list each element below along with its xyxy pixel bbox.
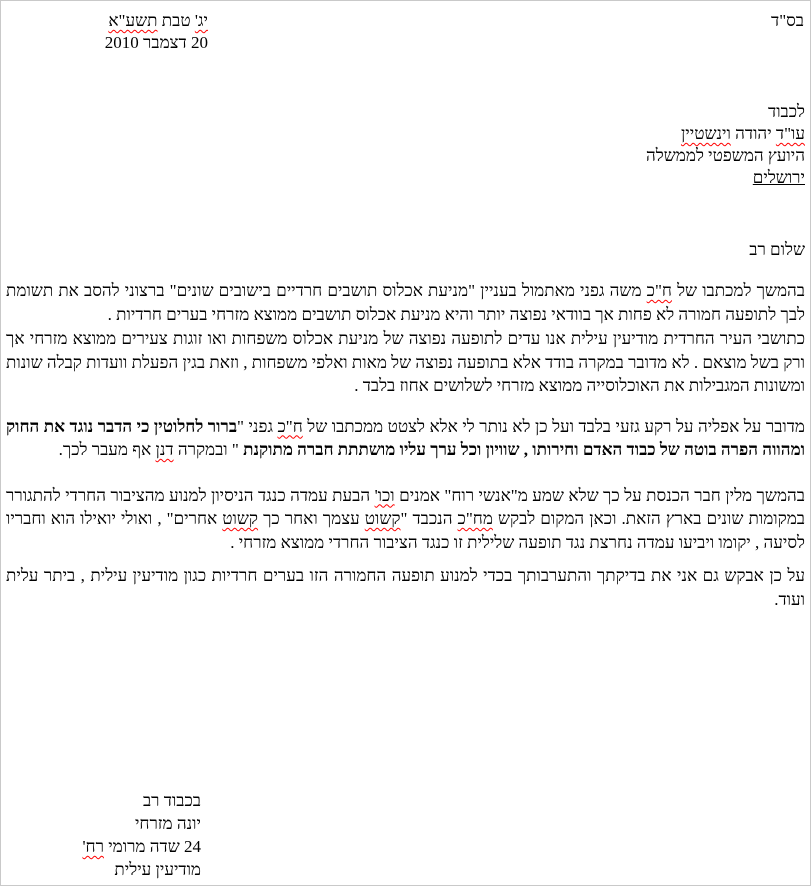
signature-street [6,835,201,858]
text-run: בהמשך מלין חבר הכנסת על כך שלא שמע מ"אנשי רוח" אמנים [394,485,805,505]
text-run-marked: רח' [82,837,104,856]
text-run: על כן אבקש גם אני את בדיקתך והתערבותך בכדי למנוע תופעה החמורה הזו בערים חרדיות כגון מודיעין עילית , ביתר עלית ועוד. [6,566,805,609]
text-run-marked: שדה [149,837,180,856]
text-run-marked: קשוט [222,509,259,528]
text-run: יהודה [730,124,776,143]
greeting-line: שלום רב [749,240,805,259]
body-paragraph-5 [6,564,805,611]
text-run: הנכבד " [400,509,458,528]
recipient-block [6,101,805,189]
text-run-marked: יג' [194,11,208,30]
text-run: טבת [157,11,195,30]
text-run: אחרים" , ואולי יואילו הוא וחבריו לסיעה , יקומו ויביעו עמדה נחרצת נגד תופעה שלילית זו כנגד הציבור החרדי ממוצא מזרחי . [6,509,805,552]
text-run: בהמשך למכתבו של [671,281,806,300]
signature-closing: בכבוד רב [142,791,201,810]
recipient-title: היועץ המשפטי לממשלה [646,146,805,165]
signature-city: מודיעין עילית [114,860,201,879]
text-run-marked: וכו' [374,485,395,505]
text-run-marked: מרומי [108,837,146,856]
bsd-notation: בס"ד [771,11,804,30]
text-run-marked: מח"כ [457,509,493,528]
text-run-marked: קשוט [364,509,401,528]
recipient-name [6,123,805,145]
signature-name: יונה מזרחי [134,814,201,833]
body-paragraph-2 [6,327,805,398]
text-run-marked: וינשטיין [680,124,731,143]
signature-block [6,789,201,881]
body-paragraph-3 [6,415,805,462]
text-run: כתושבי העיר החרדית מודיעין עילית אנו עדים לתופעה נפוצה של מניעת אכלוס משפחות ואו זוגות צעירים ממוצא מזרחי אך ורק בשל מוצאם . לא מדובר במקרה בודד אלא בתופעה נפוצה של מאות ואלפי משפחות , וזאת בגין הפעלת וועדות קבלה שונות ומשונות המגבילות את האוכלוסייה ממוצא מזרחי לשלושים אחוז בלבד . [6,329,805,395]
text-run: אף מעבר לכך. [58,440,156,459]
text-run-marked: ברור לחלוטין כי הדבר נוגד את החוק ומהווה הפרה בוטה של כבוד האדם וחירותו , שוויון וכל ערך עליו מושתתת חברה מתוקנת [6,416,805,459]
text-run: 24 [179,837,201,856]
body-paragraph-4 [6,484,805,555]
hebrew-date [6,10,208,32]
recipient-city [6,167,805,189]
text-run-marked: תשע"א [108,11,158,30]
text-run-marked: ח"כ [646,281,672,300]
body-paragraph-1 [6,279,805,326]
text-run: גפני " [237,416,278,436]
gregorian-date: 20 דצמבר 2010 [104,33,208,52]
text-run-marked: ירושלים [752,168,805,187]
text-run-marked: עו"ד [775,124,805,143]
text-run: עצמך ואחר כך [258,509,365,528]
text-run: הבעת עמדה כנגד הניסיון למנוע מהציבור החרדי להתגורר במקומות שונים בארץ הזאת. וכאן המקום לבקש [6,485,805,528]
text-run: מדובר על אפליה על רקע גזעי בלבד ועל כן לא נותר לי אלא לצטט ממכתבו של [302,416,805,436]
text-run-marked: דנן [155,440,174,459]
text-run: משה גפני מאתמול בעניין "מניעת אכלוס תושבים חרדיים בישובים שונים" ברצוני להסב את תשומת לבך לתופעה חמורה לא פחות אך בוודאי נפוצה יותר והיא מניעת אכלוס תושבים ממוצא מזרחי בערים חרדיות . [6,281,805,324]
text-run-marked: ח"כ [277,416,303,436]
salutation-line: לכבוד [768,102,805,121]
date-block [6,10,208,54]
text-run: " ובמקרה [173,440,244,459]
